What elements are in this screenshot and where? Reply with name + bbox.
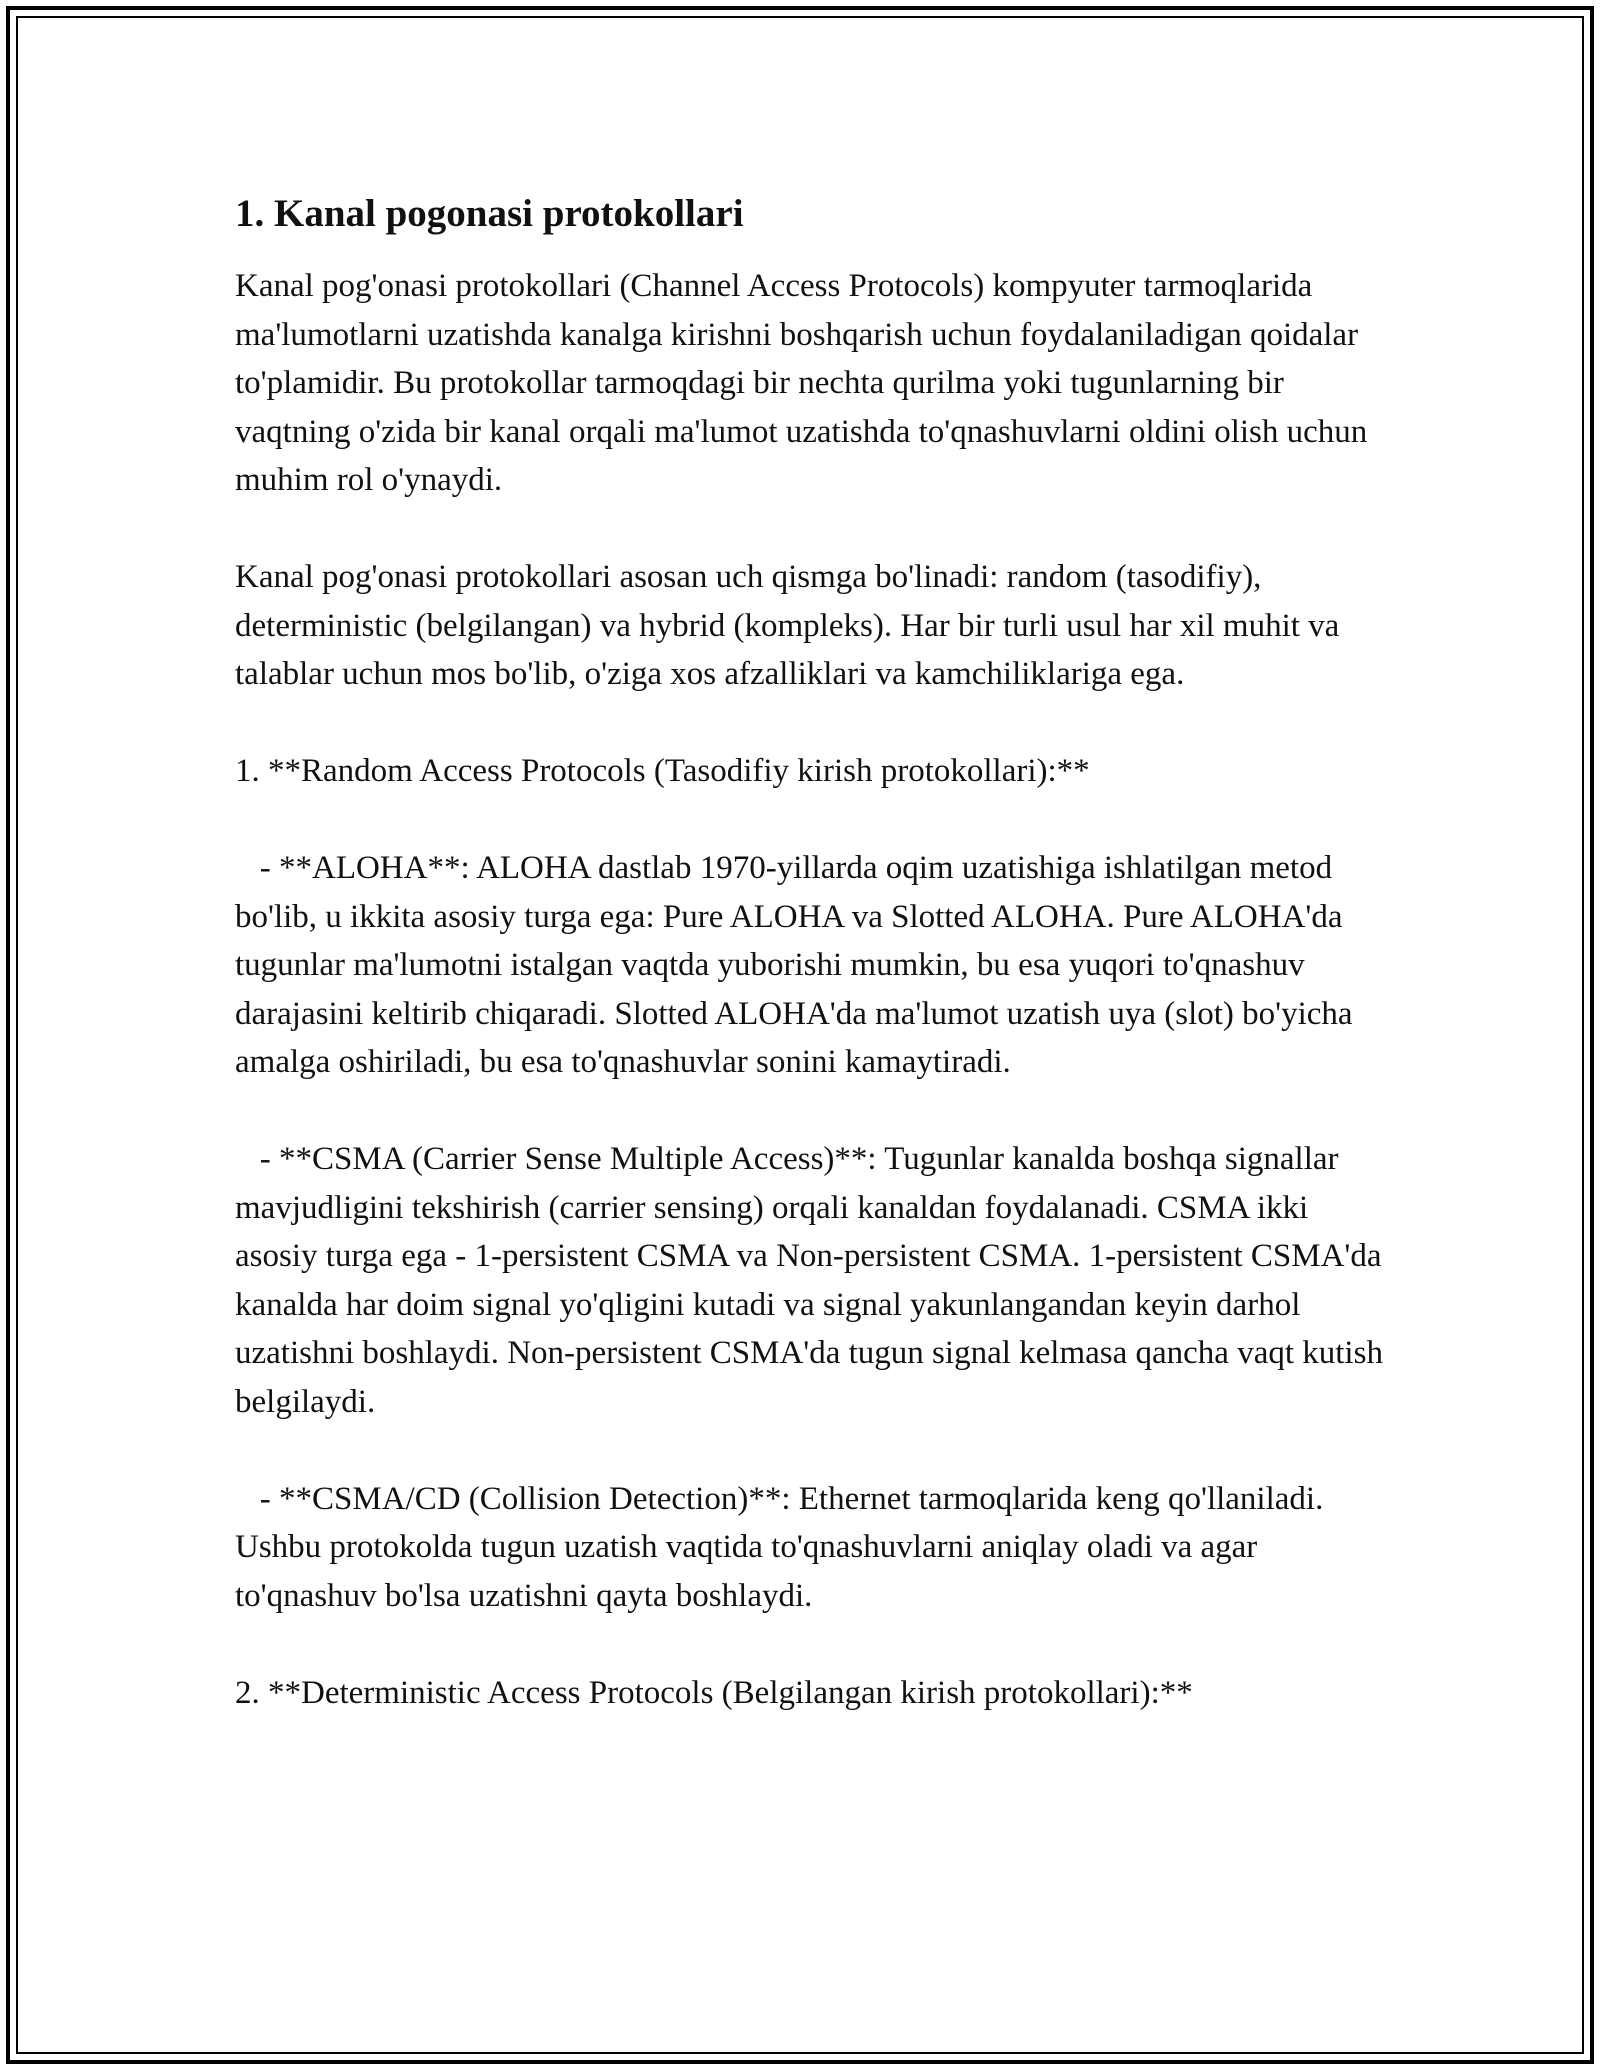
paragraph-gap <box>235 1426 1385 1475</box>
section-random-access-heading: 1. **Random Access Protocols (Tasodifiy kirish protokollari):** <box>235 753 1090 789</box>
paragraph-gap <box>235 699 1385 748</box>
document-body <box>235 188 1392 1717</box>
paragraph-intro: Kanal pog'onasi protokollari (Channel Access Protocols) kompyuter tarmoqlarida ma'lumotlarni uzatishda kanalga kirishni boshqarish uchun foydalaniladigan qoidalar to'plamidir. Bu protokollar tarmoqdagi bir nechta qurilma yoki tugunlarning bir vaqtning o'zida bir kanal orqali ma'lumot uzatishda to'qnashuvlarni oldini olish uchun muhim rol o'ynaydi. <box>235 268 1376 498</box>
list-item-aloha: - **ALOHA**: ALOHA dastlab 1970-yillarda oqim uzatishiga ishlatilgan metod bo'lib, u ikkita asosiy turga ega: Pure ALOHA va Slotted ALOHA. Pure ALOHA'da tugunlar ma'lumotni istalgan vaqtda yuborishi mumkin, bu esa yuqori to'qnashuv darajasini keltirib chiqaradi. Slotted ALOHA'da ma'lumot uzatish uya (slot) bo'yicha amalga oshiriladi, bu esa to'qnashuvlar sonini kamaytiradi. <box>235 850 1361 1080</box>
paragraph-gap <box>235 1087 1385 1136</box>
section-deterministic-access-heading: 2. **Deterministic Access Protocols (Belgilangan kirish protokollari):** <box>235 1674 1193 1711</box>
list-item-csma: - **CSMA (Carrier Sense Multiple Access)**: Tugunlar kanalda boshqa signallar mavjudligini tekshirish (carrier sensing) orqali kanaldan foydalanadi. CSMA ikki asosiy turga ega - 1-persistent CSMA va Non-persistent CSMA. 1-persistent CSMA'da kanalda har doim signal yo'qligini kutadi va signal yakunlangandan keyin darhol uzatishni boshlaydi. Non-persistent CSMA'da tugun signal kelmasa qancha vaqt kutish belgilaydi. <box>235 1141 1392 1420</box>
document-title: 1. Kanal pogonasi protokollari <box>235 192 744 235</box>
paragraph-categories: Kanal pog'onasi protokollari asosan uch qismga bo'linadi: random (tasodifiy), deterministic (belgilangan) va hybrid (kompleks). Har bir turli usul har xil muhit va talablar uchun mos bo'lib, o'ziga xos afzalliklari va kamchiliklariga ega. <box>235 559 1348 692</box>
paragraph-gap <box>235 505 1385 554</box>
paragraph-gap <box>235 1620 1385 1669</box>
list-item-csma-cd: - **CSMA/CD (Collision Detection)**: Ethernet tarmoqlarida keng qo'llaniladi. Ushbu protokolda tugun uzatish vaqtida to'qnashuvlarni aniqlay oladi va agar to'qnashuv bo'lsa uzatishni qayta boshlaydi. <box>235 1480 1332 1614</box>
paragraph-gap <box>235 796 1385 845</box>
